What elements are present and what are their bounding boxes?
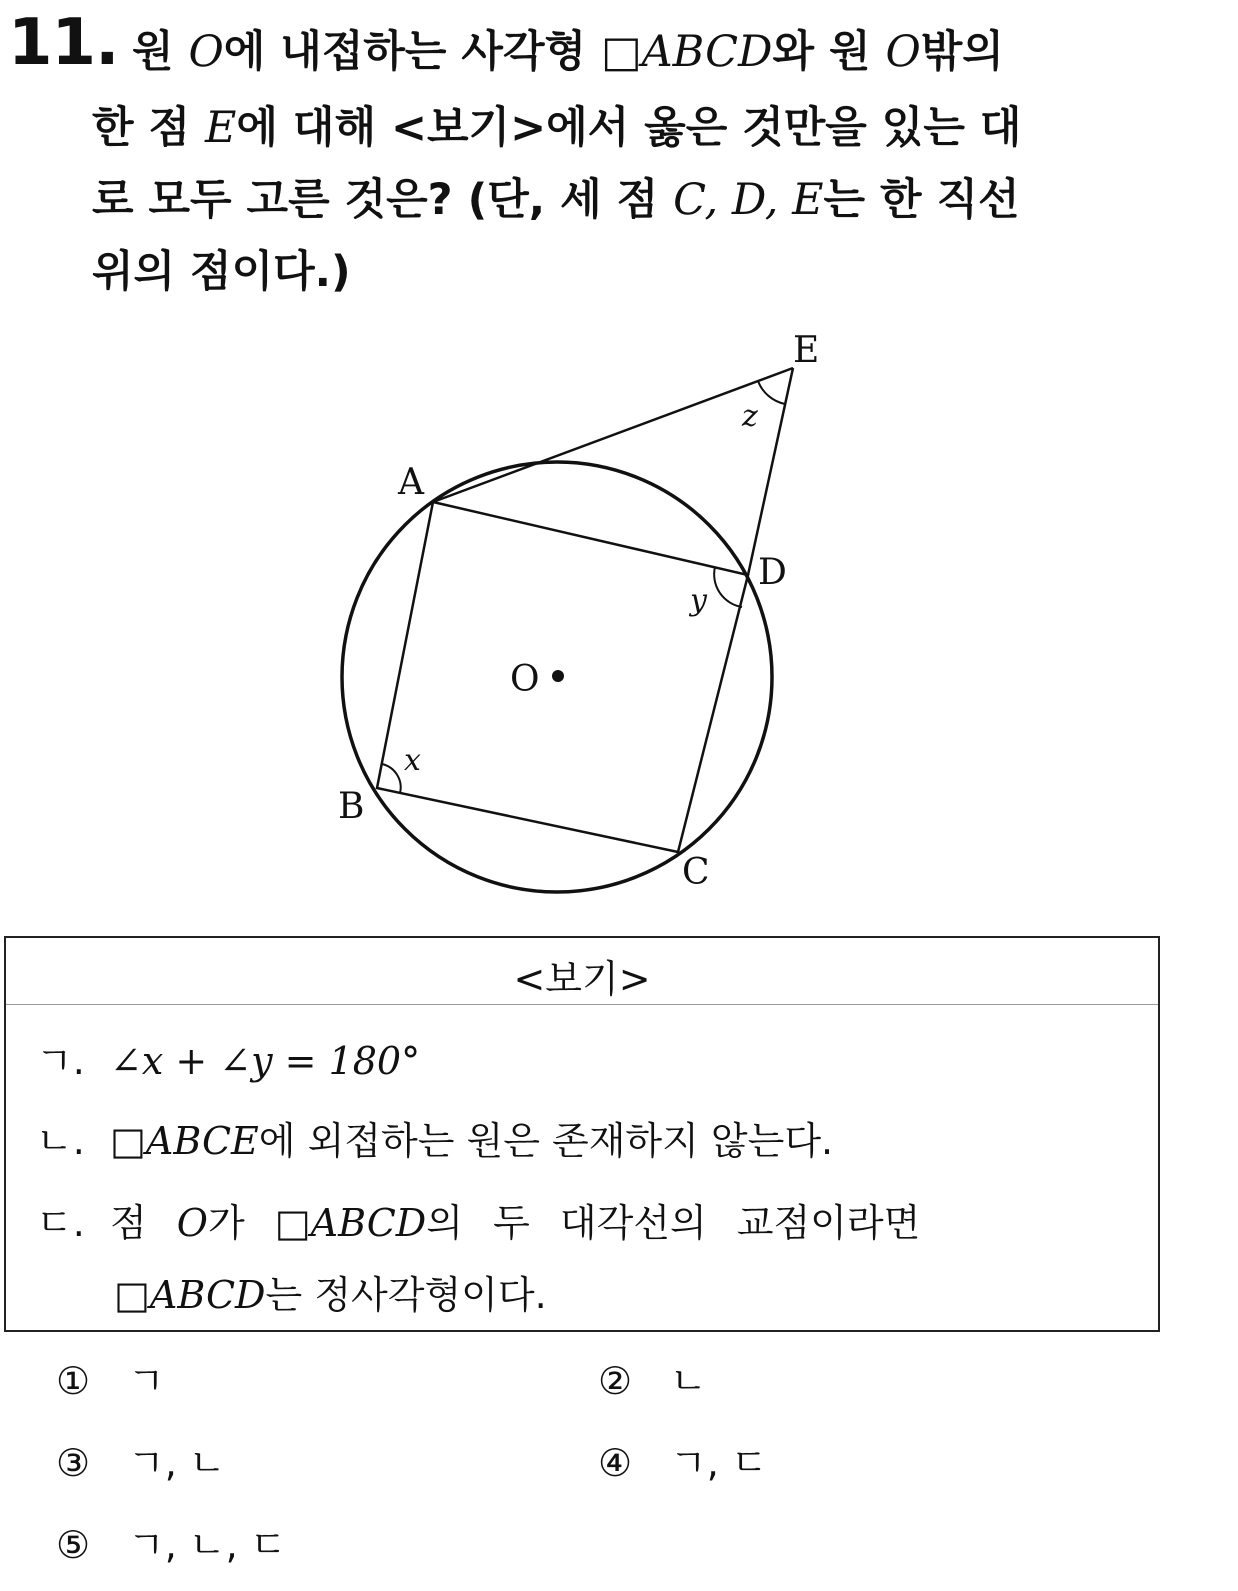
choice-text: ㄱ (128, 1359, 165, 1403)
center-point-o (552, 670, 564, 682)
question-text: 밖의 (920, 27, 1004, 77)
bogi-item-text: 의 두 대각선의 교점이라면 (426, 1201, 921, 1245)
bogi-item-mark: ㄷ. (36, 1201, 85, 1245)
geometry-diagram (0, 300, 1238, 910)
question-number: 11. (8, 6, 119, 80)
question-text: 는 한 직선 (823, 175, 1020, 225)
question-text: 에 대해 <보기>에서 옳은 것만을 있는 대 (236, 103, 1022, 153)
choice-number: ④ (598, 1441, 633, 1485)
square-symbol: □ (114, 1273, 150, 1317)
math-symbol: E (205, 103, 237, 153)
choice-4[interactable] (598, 1432, 768, 1487)
bogi-item-math: ABCE (145, 1119, 259, 1163)
choice-number: ③ (56, 1441, 91, 1485)
square-symbol: □ (110, 1119, 146, 1163)
choice-3[interactable] (56, 1432, 226, 1487)
choice-1[interactable] (56, 1350, 165, 1405)
choice-text: ㄱ, ㄴ (128, 1441, 226, 1485)
choice-number: ⑤ (56, 1523, 91, 1567)
bogi-box (4, 936, 1160, 1332)
question-text: 한 점 (92, 103, 206, 153)
bogi-item-text: 에 외접하는 원은 존재하지 않는다. (258, 1119, 834, 1163)
angle-label-z: z (742, 399, 758, 434)
question-line-2 (92, 94, 1021, 155)
bogi-item-math: O (176, 1201, 208, 1245)
bogi-item-1 (36, 1030, 420, 1085)
bogi-item-text: 는 정사각형이다. (265, 1273, 547, 1317)
choice-text: ㄱ, ㄷ (670, 1441, 768, 1485)
choice-number: ② (598, 1359, 633, 1403)
segment-ae (433, 368, 793, 502)
math-symbol: C, D, E (673, 175, 824, 225)
question-text: 에 내접하는 사각형 □ (223, 27, 642, 77)
choice-2[interactable] (598, 1350, 707, 1405)
math-symbol: O (885, 27, 921, 77)
bogi-item-math: ∠x + ∠y = 180° (110, 1039, 421, 1083)
question-line-4 (92, 238, 351, 299)
question-text: 위의 점이다.) (92, 247, 351, 297)
point-label-e: E (793, 330, 820, 371)
question-line-3 (92, 166, 1020, 227)
question-text: 와 원 (772, 27, 886, 77)
bogi-item-math: ABCD (149, 1273, 266, 1317)
bogi-title: <보기> (513, 957, 651, 1001)
bogi-item-mark: ㄴ. (36, 1119, 85, 1163)
bogi-item-2 (36, 1110, 833, 1165)
point-label-d: D (758, 552, 787, 593)
bogi-item-mark: ㄱ. (36, 1039, 85, 1083)
bogi-item-text: 가 □ (207, 1201, 311, 1245)
point-label-b: B (338, 786, 365, 827)
angle-label-y: y (690, 583, 707, 618)
point-label-o: O (510, 659, 540, 700)
point-label-c: C (682, 852, 710, 893)
choice-text: ㄴ (670, 1359, 707, 1403)
angle-arc-z (758, 381, 785, 404)
question-text: 원 (132, 27, 189, 77)
bogi-item-math: ABCD (310, 1201, 427, 1245)
choice-number: ① (56, 1359, 91, 1403)
angle-label-x: x (404, 743, 421, 778)
math-symbol: ABCD (641, 27, 773, 77)
question-line-1 (132, 18, 1004, 79)
bogi-divider (6, 1004, 1158, 1005)
choice-text: ㄱ, ㄴ, ㄷ (128, 1523, 287, 1567)
bogi-item-text: 점 (110, 1201, 177, 1245)
bogi-item-3 (36, 1192, 920, 1247)
bogi-item-3-continued (114, 1264, 547, 1319)
math-symbol: O (188, 27, 224, 77)
choice-5[interactable] (56, 1514, 286, 1569)
point-label-a: A (398, 462, 424, 503)
question-text: 로 모두 고른 것은? (단, 세 점 (92, 175, 674, 225)
